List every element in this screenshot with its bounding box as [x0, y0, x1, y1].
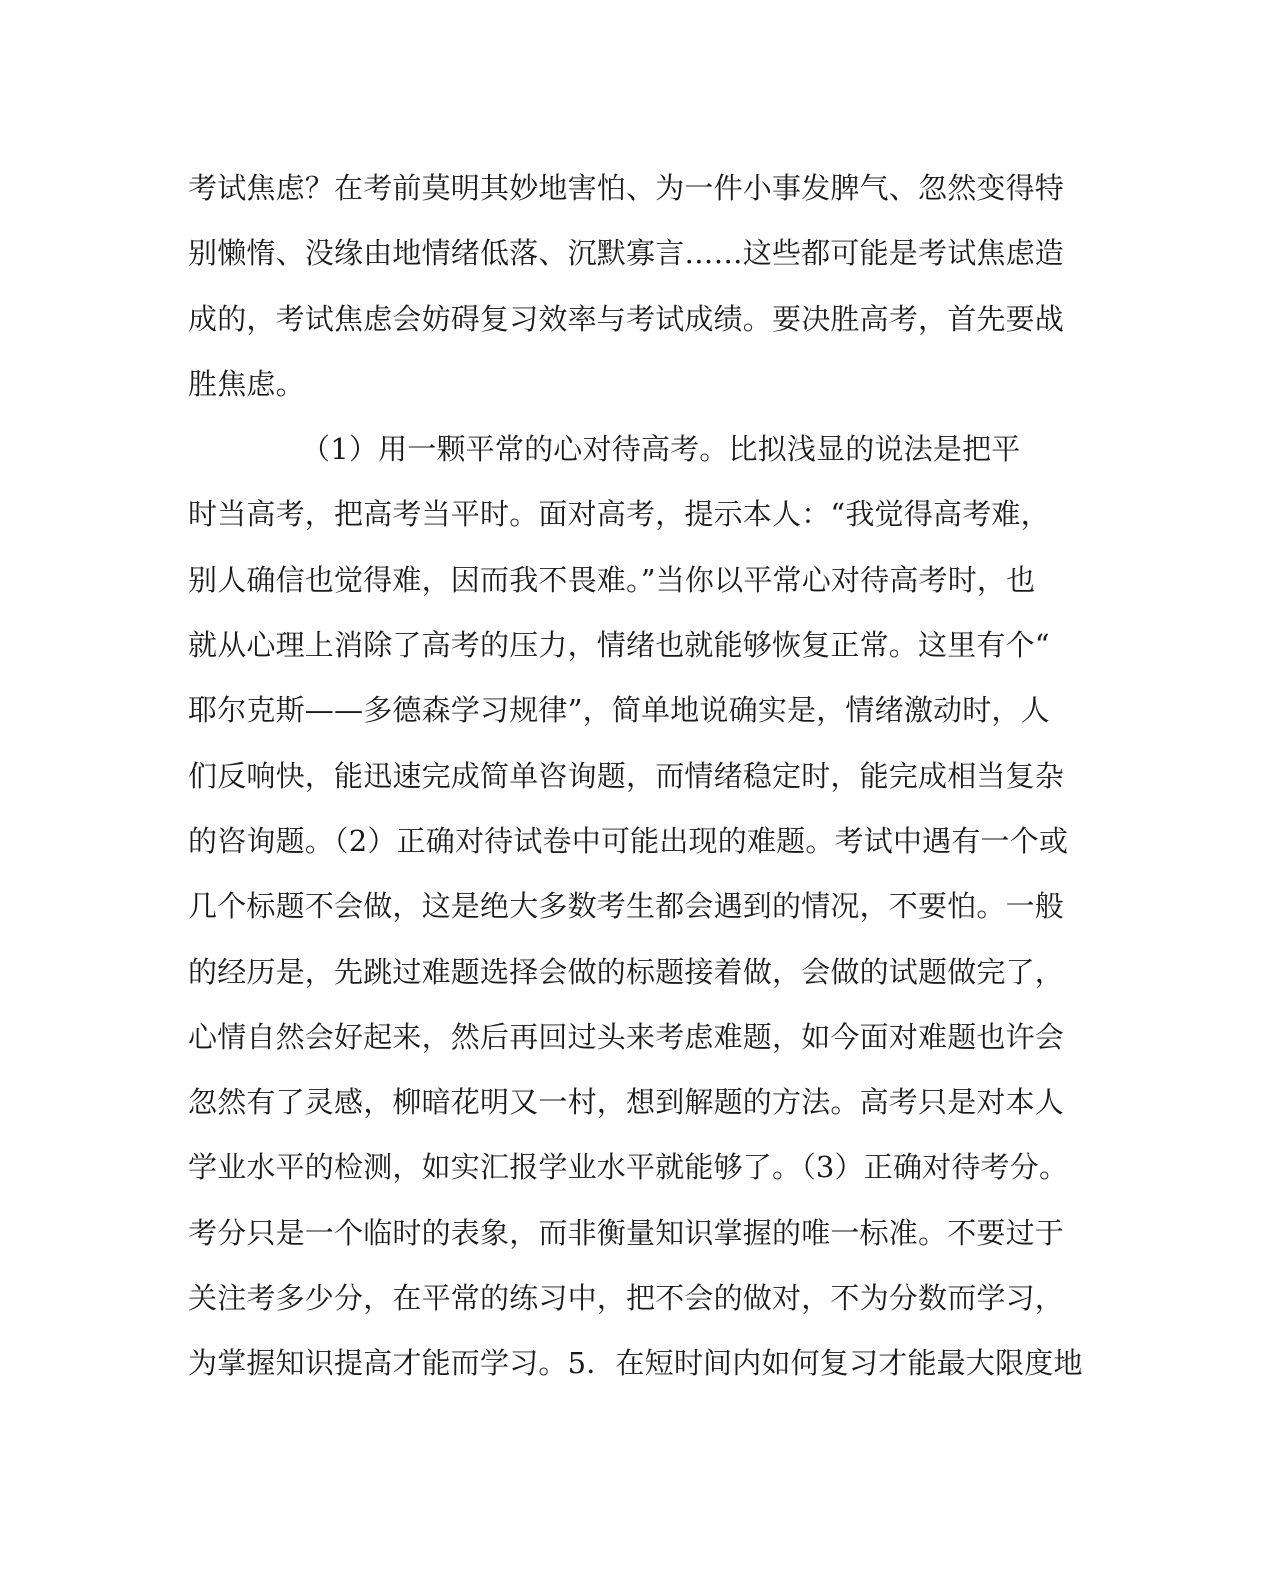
text-line: 忽然有了灵感，柳暗花明又一村，想到解题的方法。高考只是对本人	[188, 1085, 1065, 1120]
text-line: 心情自然会好起来，然后再回过头来考虑难题，如今面对难题也许会	[188, 1019, 1065, 1054]
text-line: 关注考多少分，在平常的练习中，把不会的做对，不为分数而学习，	[188, 1281, 1065, 1316]
text-line: 别懒惰、没缘由地情绪低落、沉默寡言……这些都可能是考试焦虑造	[188, 236, 1065, 271]
text-line: 考试焦虑？在考前莫明其妙地害怕、为一件小事发脾气、忽然变得特	[188, 171, 1065, 205]
text-line: （1）用一颗平常的心对待高考。比拟浅显的说法是把平	[188, 432, 1021, 467]
text-line: 胜焦虑。	[188, 366, 305, 401]
text-line: 成的，考试焦虑会妨碍复习效率与考试成绩。要决胜高考，首先要战	[188, 301, 1065, 336]
text-line: 的咨询题。（2）正确对待试卷中可能出现的难题。考试中遇有一个或	[188, 823, 1069, 858]
text-line: 几个标题不会做，这是绝大多数考生都会遇到的情况，不要怕。一般	[188, 889, 1065, 924]
text-line: 考分只是一个临时的表象，而非衡量知识掌握的唯一标准。不要过于	[188, 1215, 1065, 1250]
text-line: 就从心理上消除了高考的压力，情绪也就能够恢复正常。这里有个“	[188, 628, 1050, 663]
text-line: 别人确信也觉得难，因而我不畏难。”当你以平常心对待高考时，也	[188, 562, 1036, 597]
text-line: 耶尔克斯——多德森学习规律”，简单地说确实是，情绪激动时，人	[188, 693, 1050, 728]
text-line: 时当高考，把高考当平时。面对高考，提示本人：“我觉得高考难，	[188, 497, 1050, 532]
text-line: 们反响快，能迅速完成简单咨询题，而情绪稳定时，能完成相当复杂	[188, 758, 1065, 793]
text-line: 为掌握知识提高才能而学习。5．在短时间内如何复习才能最大限度地	[188, 1346, 1083, 1381]
body-text	[188, 156, 1088, 1397]
text-line: 学业水平的检测，如实汇报学业水平就能够了。（3）正确对待考分。	[188, 1150, 1069, 1185]
text-line: 的经历是，先跳过难题选择会做的标题接着做，会做的试题做完了，	[188, 954, 1065, 989]
